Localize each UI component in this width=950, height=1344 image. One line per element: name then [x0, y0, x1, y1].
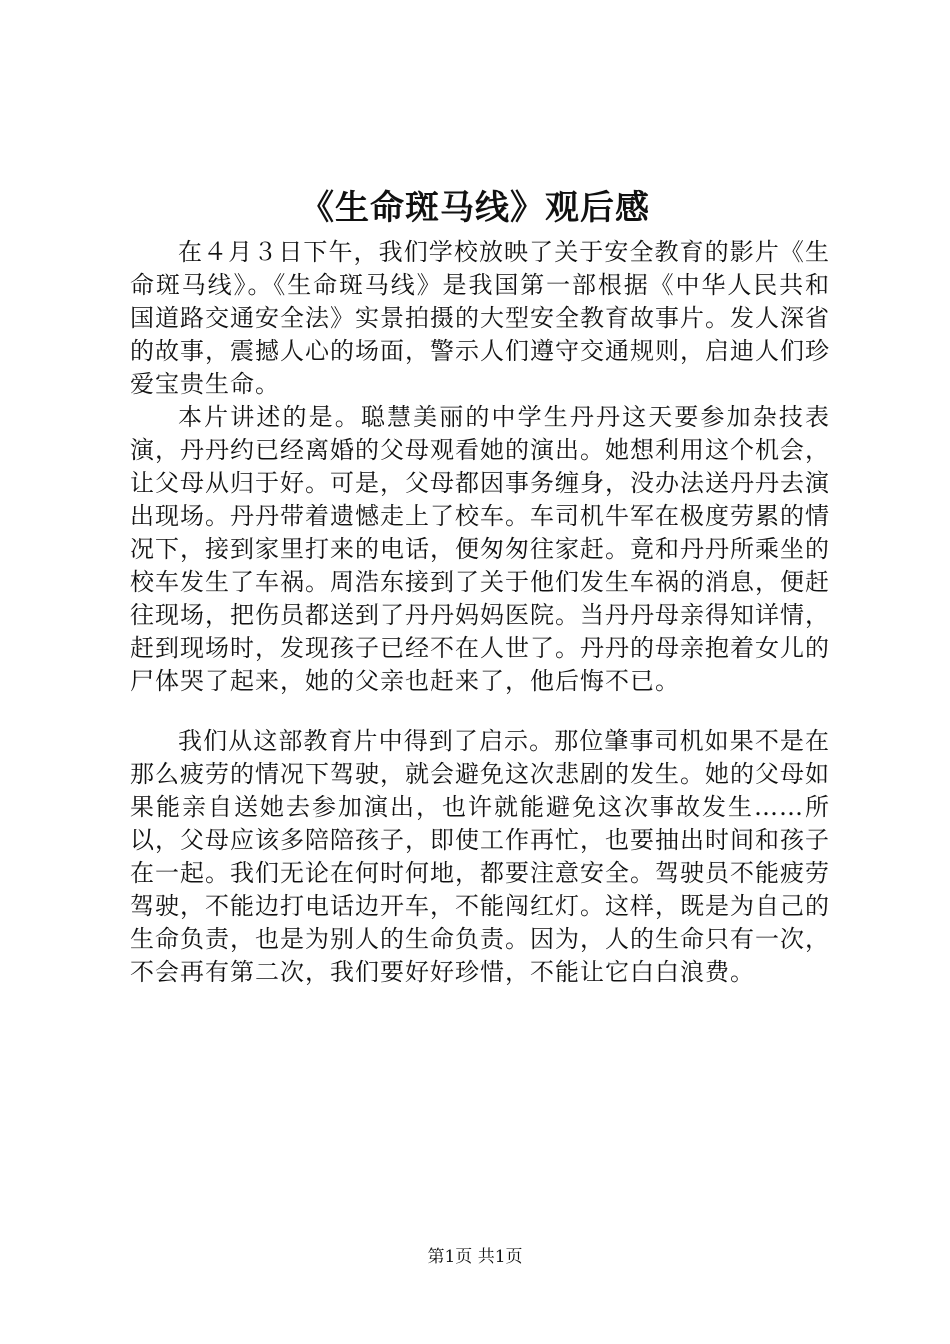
paragraph-2: 本片讲述的是。聪慧美丽的中学生丹丹这天要参加杂技表演，丹丹约已经离婚的父母观看她的演出。她想利用这个机会，让父母从归于好。可是，父母都因事务缠身，没办法送丹丹去演出现场。丹丹带着遗憾走上了校车。车司机牛军在极度劳累的情况下，接到家里打来的电话，便匆匆往家赶。竟和丹丹所乘坐的校车发生了车祸。周浩东接到了关于他们发生车祸的消息，便赶往现场，把伤员都送到了丹丹妈妈医院。当丹丹母亲得知详情，赶到现场时，发现孩子已经不在人世了。丹丹的母亲抱着女儿的尸体哭了起来，她的父亲也赶来了，他后悔不已。: [130, 403, 830, 695]
page-footer: 第1页 共1页: [427, 1247, 523, 1267]
document-body: [130, 236, 830, 989]
document-title: 《生命斑马线》观后感: [300, 188, 650, 228]
paragraph-3: 我们从这部教育片中得到了启示。那位肇事司机如果不是在那么疲劳的情况下驾驶，就会避免这次悲剧的发生。她的父母如果能亲自送她去参加演出，也许就能避免这次事故发生……所以，父母应该多陪陪孩子，即使工作再忙，也要抽出时间和孩子在一起。我们无论在何时何地，都要注意安全。驾驶员不能疲劳驾驶，不能边打电话边开车，不能闯红灯。这样，既是为自己的生命负责，也是为别人的生命负责。因为，人的生命只有一次，不会再有第二次，我们要好好珍惜，不能让它白白浪费。: [130, 727, 830, 986]
paragraph-1: 在４月３日下午，我们学校放映了关于安全教育的影片《生命斑马线》。《生命斑马线》是我国第一部根据《中华人民共和国道路交通安全法》实景拍摄的大型安全教育故事片。发人深省的故事，震撼人心的场面，警示人们遵守交通规则，启迪人们珍爱宝贵生命。: [130, 238, 830, 398]
